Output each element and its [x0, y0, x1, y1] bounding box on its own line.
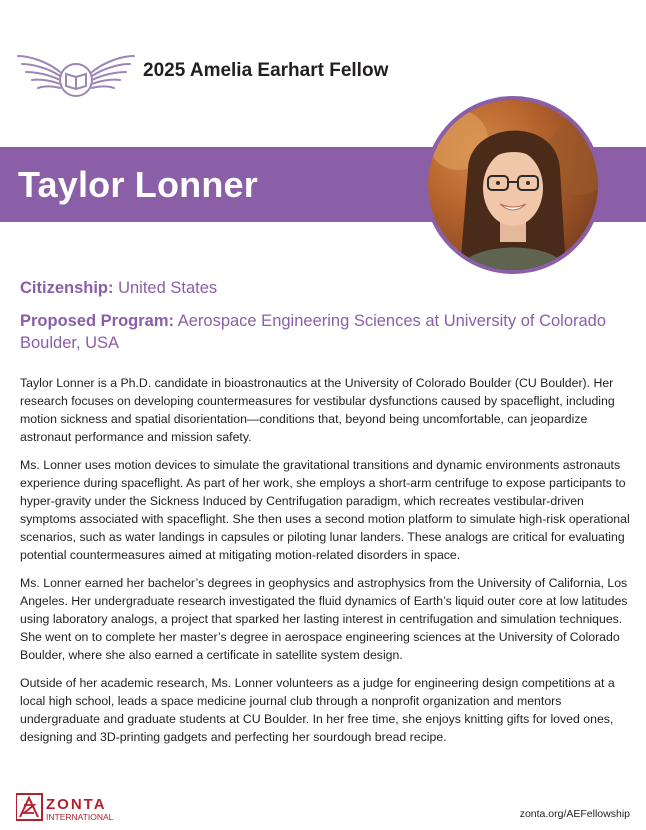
- portrait-frame: [424, 96, 602, 274]
- program-value: Aerospace Engineering Sciences at University of Colorado Boulder, USA: [20, 312, 607, 352]
- program-label: Proposed Program:: [20, 312, 175, 330]
- citizenship-value: United States: [118, 279, 218, 297]
- fellowship-title: 2025 Amelia Earhart Fellow: [143, 60, 389, 81]
- zonta-wordmark: ZONTA: [46, 796, 107, 813]
- bio-paragraph: Taylor Lonner is a Ph.D. candidate in bioastronautics at the University of Colorado Boulder (CU Boulder). Her research focuses on developing countermeasures for vestibular dysfunctions caused by spaceflight, including motion sickness and spatial disorientation—conditions that, beyond being uncomfortable, can jeopardize astronaut performance and mission safety.: [20, 376, 615, 444]
- bio-paragraph: Ms. Lonner uses motion devices to simulate the gravitational transitions and dynamic environments astronauts experience during spaceflight. As part of her work, she employs a short-arm centrifuge to expose participants to hyper-gravity under the Sickness Induced by Centrifugation paradigm, which recreates vestibular-driven symptoms associated with spaceflight. She then uses a second motion platform to simulate high-risk operational scenarios, such as water landings in capsules or piloting lunar landers. These analogs are critical for evaluating potential countermeasures aimed at mitigating motion-related disorders in space.: [20, 458, 630, 562]
- zonta-emblem-icon: [16, 793, 128, 823]
- bio-paragraph: Outside of her academic research, Ms. Lonner volunteers as a judge for engineering design competitions at a local high school, leads a space medicine journal club through a nonprofit organization and mentors undergraduate and graduate students at CU Boulder. In her free time, she enjoys knitting gifts for loved ones, designing and 3D-printing gadgets and perfecting her sourdough bread recipe.: [20, 676, 615, 744]
- zonta-subtitle: INTERNATIONAL: [46, 812, 114, 822]
- fellow-name: Taylor Lonner: [18, 164, 258, 205]
- portrait-photo: [428, 100, 598, 270]
- bio-paragraph: Ms. Lonner earned her bachelor’s degrees in geophysics and astrophysics from the University of California, Los Angeles. Her undergraduate research investigated the fluid dynamics of Earth’s liquid outer core at low latitudes using laboratory analogs, a project that sparked her lasting interest in centrifugation and simulation techniques. She went on to complete her master’s degree in aerospace engineering sciences at the University of Colorado Boulder, where she also earned a certificate in satellite system design.: [20, 576, 628, 662]
- footer-url: zonta.org/AEFellowship: [519, 808, 630, 820]
- portrait-illustration: [428, 100, 598, 270]
- winged-book-icon: [16, 44, 136, 106]
- citizenship-label: Citizenship:: [20, 279, 114, 297]
- citizenship-line: [20, 277, 217, 299]
- program-line: [20, 310, 620, 354]
